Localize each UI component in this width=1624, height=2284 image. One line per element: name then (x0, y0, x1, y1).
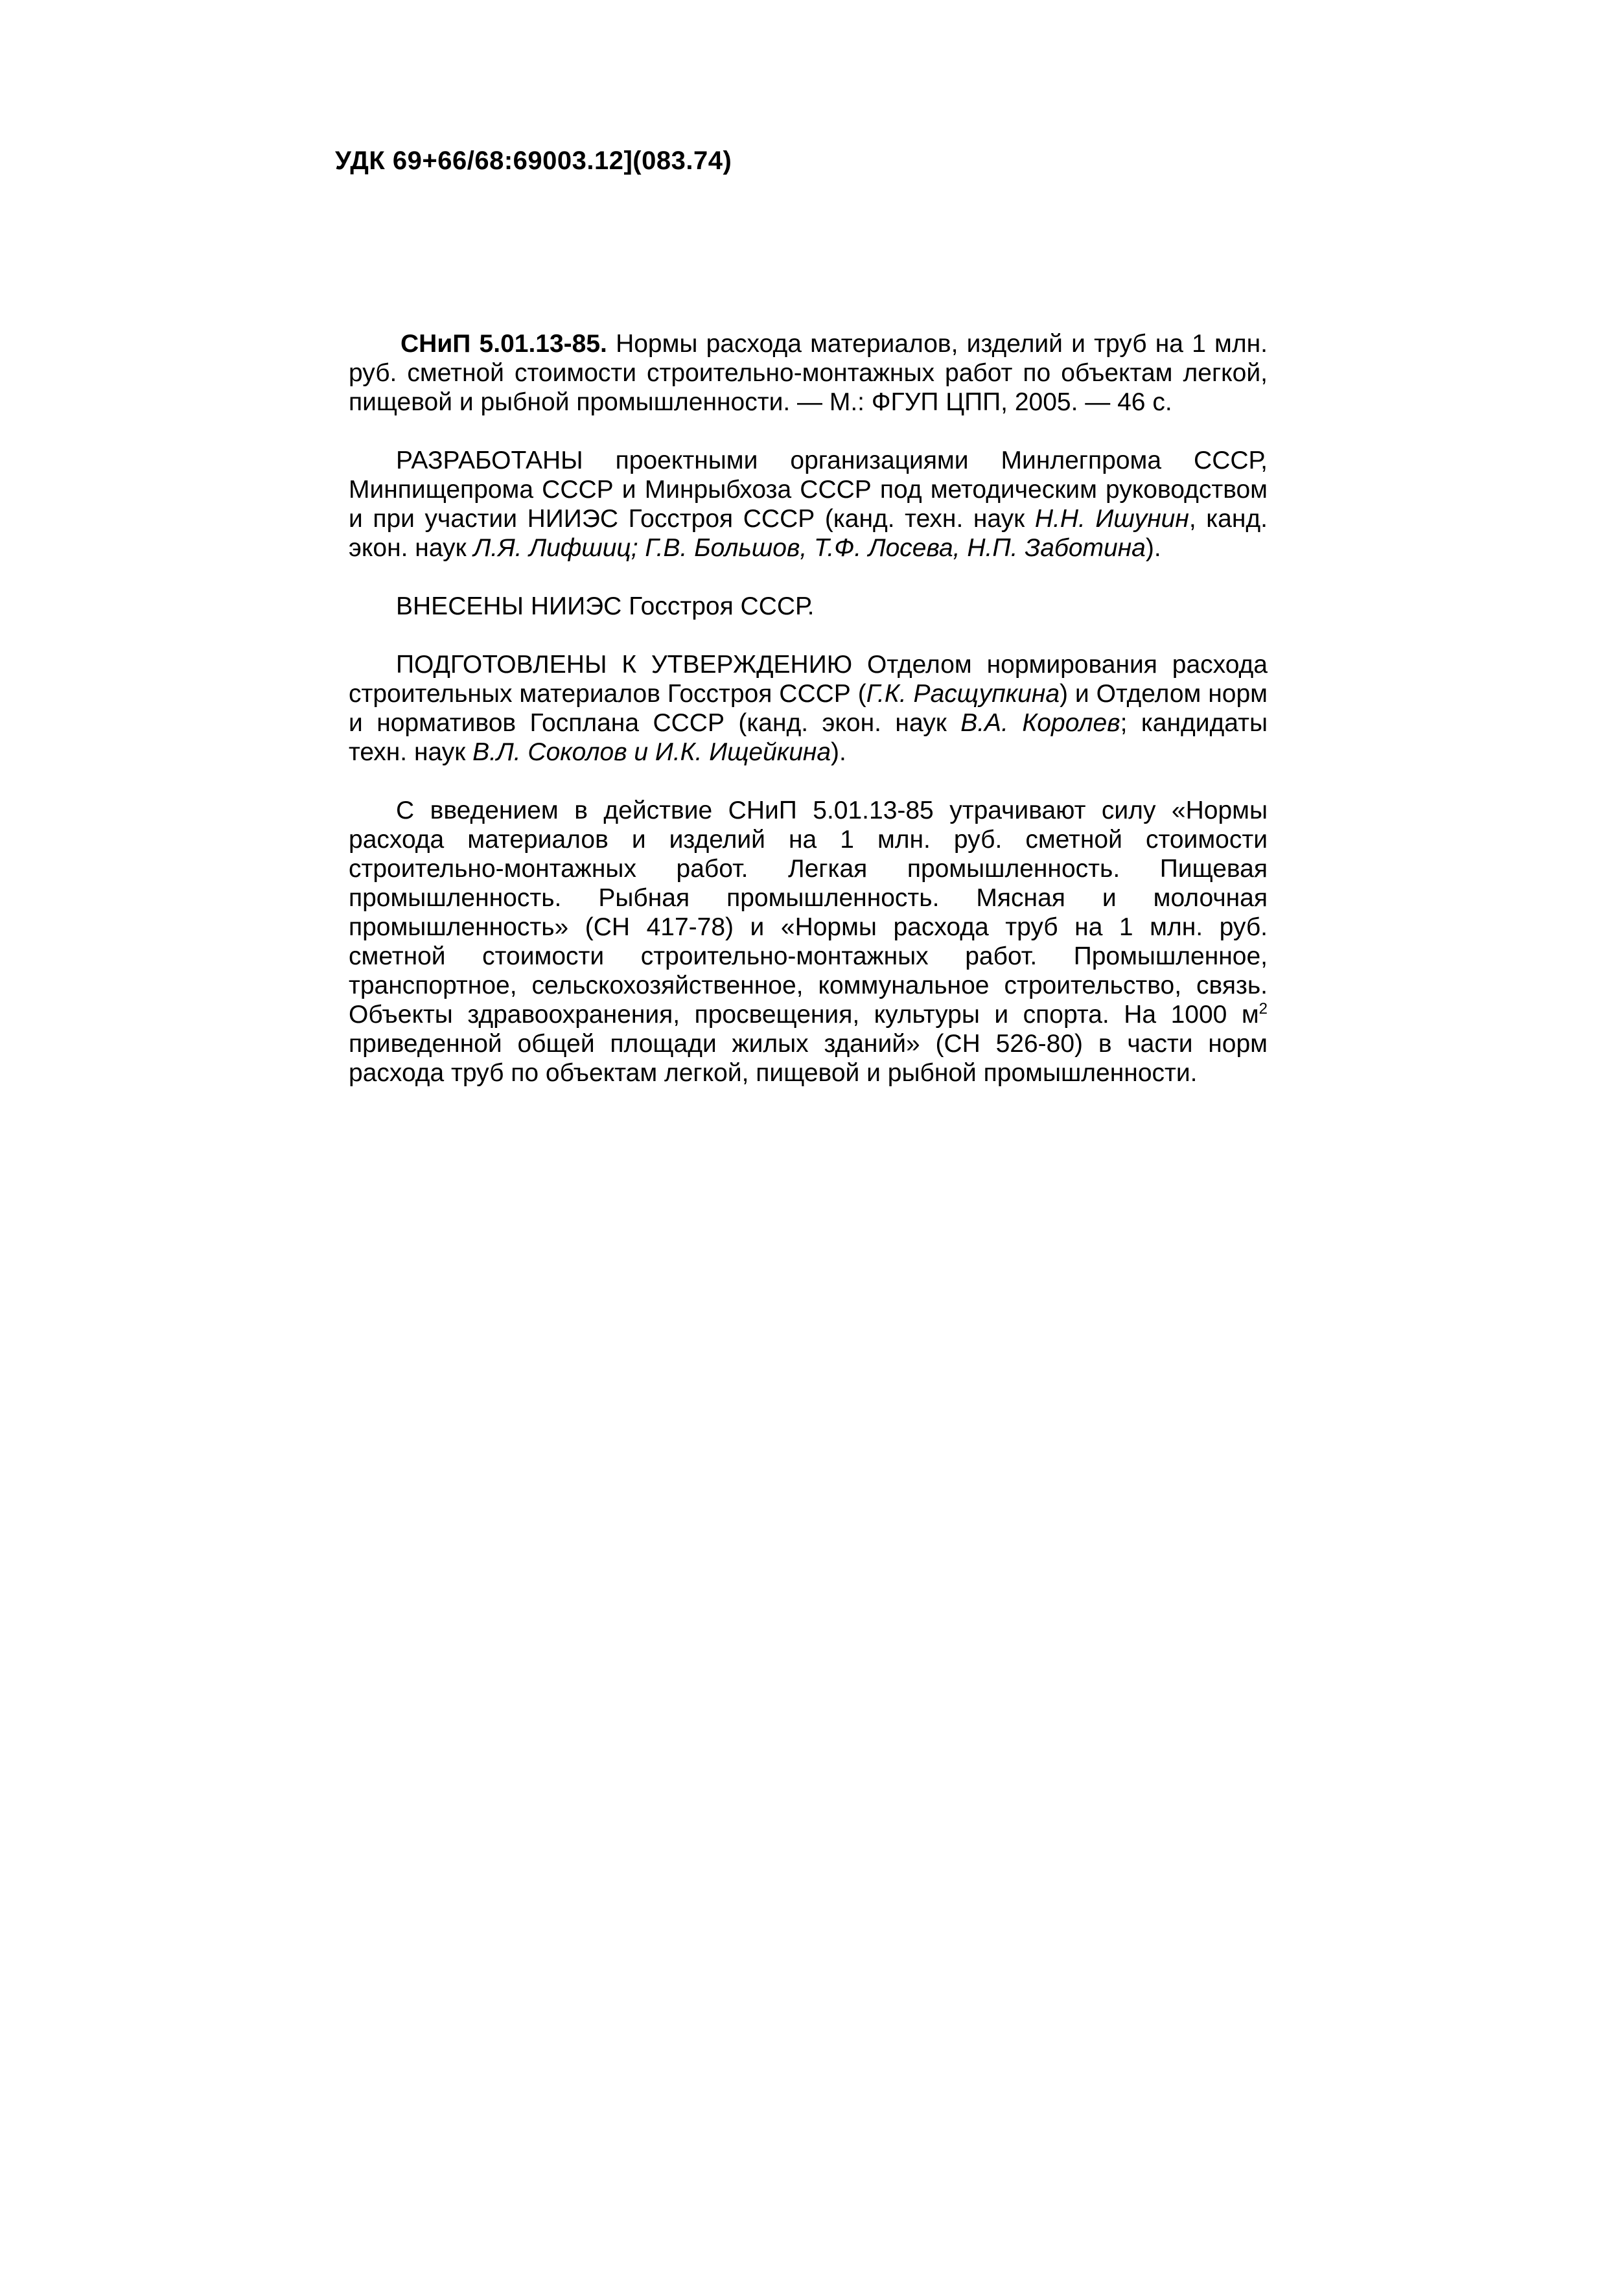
superseded-paragraph: С введением в действие СНиП 5.01.13-85 утрачивают силу «Нормы расхода материалов и изделий на 1 млн. руб. сметной стоимости строительно-монтажных работ. Легкая промышленность. Пищевая промышленность. Рыбная промышленность. Мясная и молочная промышленность» (СН 417-78) и «Нормы расхода труб на 1 млн. руб. сметной стоимости строительно-монтажных работ. Промышленное, транспортное, сельскохозяйственное, коммунальное строительство, связь. Объекты здравоохранения, просвещения, культуры и спорта. На 1000 $м^2$ приведенной общей площади жилых зданий» (СН 526-80) в части норм расхода труб по объектам легкой, пищевой и рыбной промышленности. (349, 797, 1268, 1087)
prepared-paragraph: ПОДГОТОВЛЕНЫ К УТВЕРЖДЕНИЮ Отделом нормирования расхода строительных материалов Госстроя СССР (Г.К. Расщупкина) и Отделом норм и нормативов Госплана СССР (канд. экон. наук В.А. Королев; кандидаты техн. наук В.Л. Соколов и И.К. Ищейкина). (349, 651, 1268, 766)
udk-code: УДК 69+66/68:69003.12](083.74) (335, 146, 732, 175)
introduced-paragraph: ВНЕСЕНЫ НИИЭС Госстроя СССР. (396, 592, 815, 620)
author-names: Л.Я. Лифшиц; Г.В. Большов, Т.Ф. Лосева, Н.П. Заботина (473, 534, 1146, 562)
author-name: В.А. Королев (960, 709, 1120, 737)
snip-code: СНиП 5.01.13-85. (400, 330, 607, 358)
superscript: 2 (1259, 1000, 1268, 1018)
developers-paragraph: РАЗРАБОТАНЫ проектными организациями Минлегпрома СССР, Минпищепрома СССР и Минрыбхоза СССР под методическим руководством и при участии НИИЭС Госстроя СССР (канд. техн. наук Н.Н. Ишунин, канд. экон. наук Л.Я. Лифшиц; Г.В. Большов, Т.Ф. Лосева, Н.П. Заботина). (349, 447, 1268, 562)
author-names: В.Л. Соколов и И.К. Ищейкина (472, 738, 831, 766)
bibliographic-text: Нормы расхода материалов, изделий и труб на 1 млн. руб. сметной стоимости строительно-монтажных работ по объектам легкой, пищевой и рыбной промышленности. — М.: ФГУП ЦПП, 2005. — 46 с. (349, 330, 1268, 416)
bibliographic-description (349, 329, 1268, 417)
document-body (349, 329, 1268, 1117)
author-name: Г.К. Расщупкина (866, 680, 1060, 708)
author-name: Н.Н. Ишунин (1034, 505, 1189, 533)
